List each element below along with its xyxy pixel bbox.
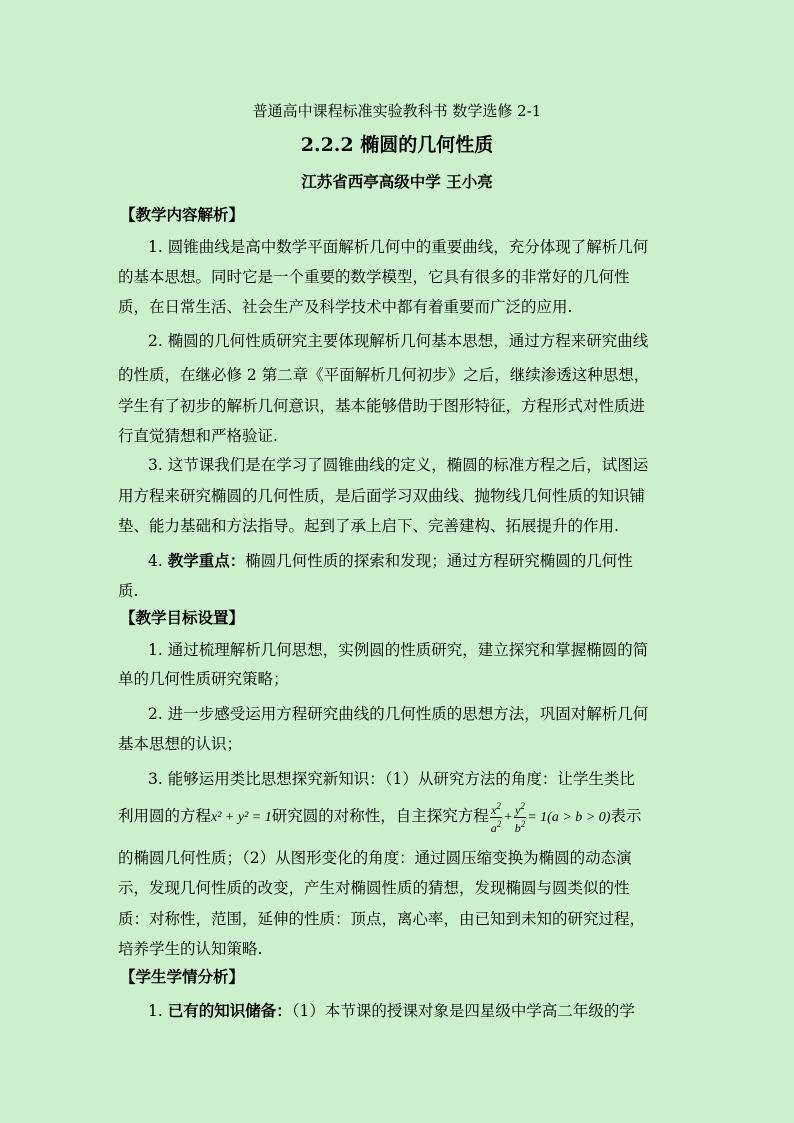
- paragraph-line: 学生有了初步的解析几何意识，基本能够借助于图形特征，方程形式对性质进: [118, 397, 646, 415]
- paragraph-line: 1. 通过梳理解析几何思想，实例圆的性质研究，建立探究和掌握椭圆的简: [148, 641, 649, 659]
- paragraph-line: 的椭圆几何性质；（2）从图形变化的角度：通过圆压缩变换为椭圆的动态演: [118, 849, 632, 867]
- paragraph-line: 2. 椭圆的几何性质研究主要体现解析几何基本思想，通过方程来研究曲线: [148, 332, 649, 350]
- ellipse-equation-rhs: = 1(a > b > 0): [527, 810, 611, 825]
- paragraph-line: [148, 999, 635, 1021]
- paragraph-line: 垫、能力基础和方法指导。起到了承上启下、完善建构、拓展提升的作用.: [118, 517, 619, 535]
- series-line: 普通高中课程标准实验教科书 数学选修 2-1: [252, 102, 542, 120]
- paragraph-line: 质.: [118, 582, 139, 600]
- page-title: 2.2.2 椭圆的几何性质: [300, 134, 494, 156]
- section-heading-goals: 【教学目标设置】: [120, 608, 245, 627]
- paragraph-line: 行直觉猜想和严格验证.: [118, 427, 278, 445]
- paragraph-line: [148, 549, 633, 571]
- equation-line: 利用圆的方程x² + y² = 1研究圆的对称性，自主探究方程 $\frac{x^2}{a^2}$ + $\frac{y^2}{b^2}$ = 1(a > b > 0)表示: [118, 800, 642, 835]
- section-heading-content: 【教学内容解析】: [120, 205, 245, 224]
- paragraph-line: 质：对称性，范围，延伸的性质：顶点，离心率，由已知到未知的研究过程，: [118, 910, 646, 928]
- equation-middle: 研究圆的对称性，自主探究方程: [271, 807, 489, 825]
- key-point-label: 教学重点：: [167, 551, 246, 570]
- item-number: 1.: [148, 1002, 168, 1020]
- paragraph-line: 3. 能够运用类比思想探究新知识：（1）从研究方法的角度：让学生类比: [148, 770, 635, 788]
- paragraph-line: 的基本思想。同时它是一个重要的数学模型，它具有很多的非常好的几何性: [118, 268, 630, 286]
- knowledge-label: 已有的知识储备：: [167, 1001, 292, 1020]
- item-number: 4.: [148, 552, 168, 570]
- equation-intro: 利用圆的方程: [118, 807, 212, 825]
- circle-equation: x² + y² = 1: [211, 810, 272, 825]
- author-line: 江苏省西亭高级中学 王小亮: [301, 172, 493, 191]
- fraction-x: $\frac{x^2}{a^2}$: [490, 800, 502, 835]
- paragraph-line: 质，在日常生活、社会生产及科学技术中都有着重要而广泛的应用.: [118, 298, 573, 316]
- equation-tail: 表示: [610, 807, 642, 825]
- section-heading-students: 【学生学情分析】: [120, 967, 245, 986]
- key-point-text: 椭圆几何性质的探索和发现；通过方程研究椭圆的几何性: [245, 552, 633, 570]
- paragraph-line: 的性质，在继必修 2 第二章《平面解析几何初步》之后，继续渗透这种思想，: [118, 366, 650, 384]
- paragraph-line: 培养学生的认知策略.: [118, 940, 263, 958]
- paragraph-line: 2. 进一步感受运用方程研究曲线的几何性质的思想方法，巩固对解析几何: [148, 705, 649, 723]
- paragraph-line: 示，发现几何性质的改变，产生对椭圆性质的猜想，发现椭圆与圆类似的性: [118, 879, 630, 897]
- fraction-y: $\frac{y^2}{b^2}$: [514, 800, 526, 835]
- paragraph-line: 用方程来研究椭圆的几何性质，是后面学习双曲线、抛物线几何性质的知识铺: [118, 487, 646, 505]
- paragraph-line: 单的几何性质研究策略；: [118, 670, 289, 688]
- knowledge-text: （1）本节课的授课对象是四星级中学高二年级的学: [291, 1002, 635, 1020]
- paragraph-line: 3. 这节课我们是在学习了圆锥曲线的定义，椭圆的标准方程之后，试图运: [148, 456, 649, 474]
- paragraph-line: 基本思想的认识；: [118, 735, 243, 753]
- paragraph-line: 1. 圆锥曲线是高中数学平面解析几何中的重要曲线，充分体现了解析几何: [148, 238, 649, 256]
